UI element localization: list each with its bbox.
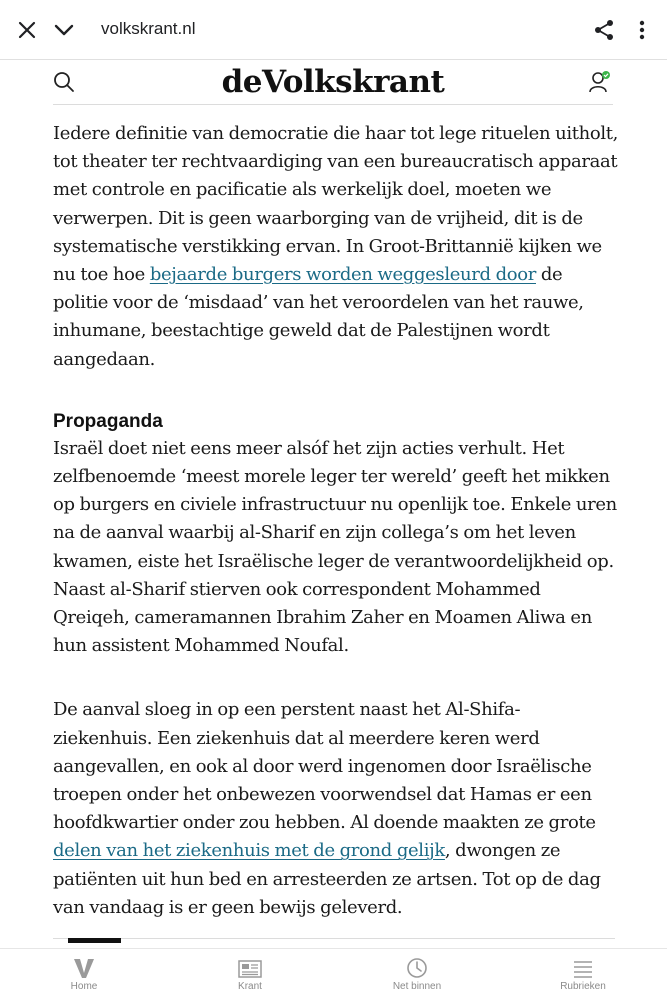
paragraph-text: de politie voor de ‘misdaad’ van het veroordelen van het rauwe, inhumane, beestachtige geweld dat de Palestijnen wordt aangedaan.: [53, 264, 584, 370]
article-link[interactable]: delen van het ziekenhuis met de grond gelijk: [53, 840, 445, 862]
list-icon: [538, 949, 628, 979]
paragraph-text: , dwongen ze patiënten uit hun bed en arresteerden ze artsen. Tot op de dag van vandaag is er geen bewijs geleverd.: [53, 840, 601, 918]
divider-accent: [68, 938, 121, 943]
paragraph-text: Iedere definitie van democratie die haar tot lege rituelen uitholt, tot theater ter rechtvaardiging van een bureaucratisch apparaat met controle en pacificatie als werkelijk doel, moeten we verwerpen. Dit is geen waarborging van de vrijheid, dit is de systematische verstikking ervan. In Groot-Brittannië kijken we nu toe hoe: [53, 123, 619, 286]
nav-label: Krant: [238, 981, 262, 992]
nav-label: Net binnen: [392, 981, 442, 992]
url-text[interactable]: volkskrant.nl: [101, 19, 196, 38]
paragraph: Israël doet niet eens meer alsóf het zijn acties verhult. Het zelfbenoemde ‘meest morele leger ter wereld’ geeft het mikken op burgers en civiele infrastructuur nu openlijk toe. Enkele uren na de aanval waarbij al-Sharif en zijn collega’s om het leven kwamen, eiste het Israëlische leger de verantwoordelijkheid op. Naast al-Sharif stierven ook correspondent Mohammed Qreiqeh, cameramannen Ibrahim Zaher en Moamen Aliwa en hun assistent Mohammed Noufal.: [53, 437, 617, 657]
nav-home[interactable]: [39, 949, 129, 1001]
share-icon[interactable]: [592, 18, 616, 42]
newspaper-icon: [205, 949, 295, 979]
article-body: [53, 120, 619, 922]
close-icon[interactable]: [15, 18, 39, 42]
nav-label: Home: [70, 981, 98, 992]
chevron-down-icon[interactable]: [52, 18, 76, 42]
site-header: [53, 60, 613, 105]
nav-label: Rubrieken: [560, 981, 606, 992]
article-link[interactable]: bejaarde burgers worden weggesleurd door: [149, 264, 536, 286]
vk-logo-icon: [39, 949, 129, 979]
nav-krant[interactable]: [205, 949, 295, 1001]
nav-rubrieken[interactable]: [538, 949, 628, 1001]
bottom-nav: [0, 948, 667, 1001]
account-icon[interactable]: [589, 70, 611, 98]
subheading: Propaganda: [53, 410, 163, 432]
site-logo[interactable]: deVolkskrant: [221, 64, 445, 100]
clock-icon: [372, 949, 462, 979]
more-vert-icon[interactable]: [630, 18, 654, 42]
nav-net-binnen[interactable]: [372, 949, 462, 1001]
paragraph: [53, 120, 619, 374]
paragraph-text: De aanval sloeg in op een perstent naast het Al-Shifa-ziekenhuis. Een ziekenhuis dat al meerdere keren werd aangevallen, en ook al door werd ingenomen door Israëlische troepen onder het onbewezen voorwendsel dat Hamas er een hoofdkwartier onder zou hebben. Al doende maakten ze grote: [53, 699, 596, 834]
browser-toolbar: [0, 0, 667, 60]
paragraph: [53, 696, 619, 922]
